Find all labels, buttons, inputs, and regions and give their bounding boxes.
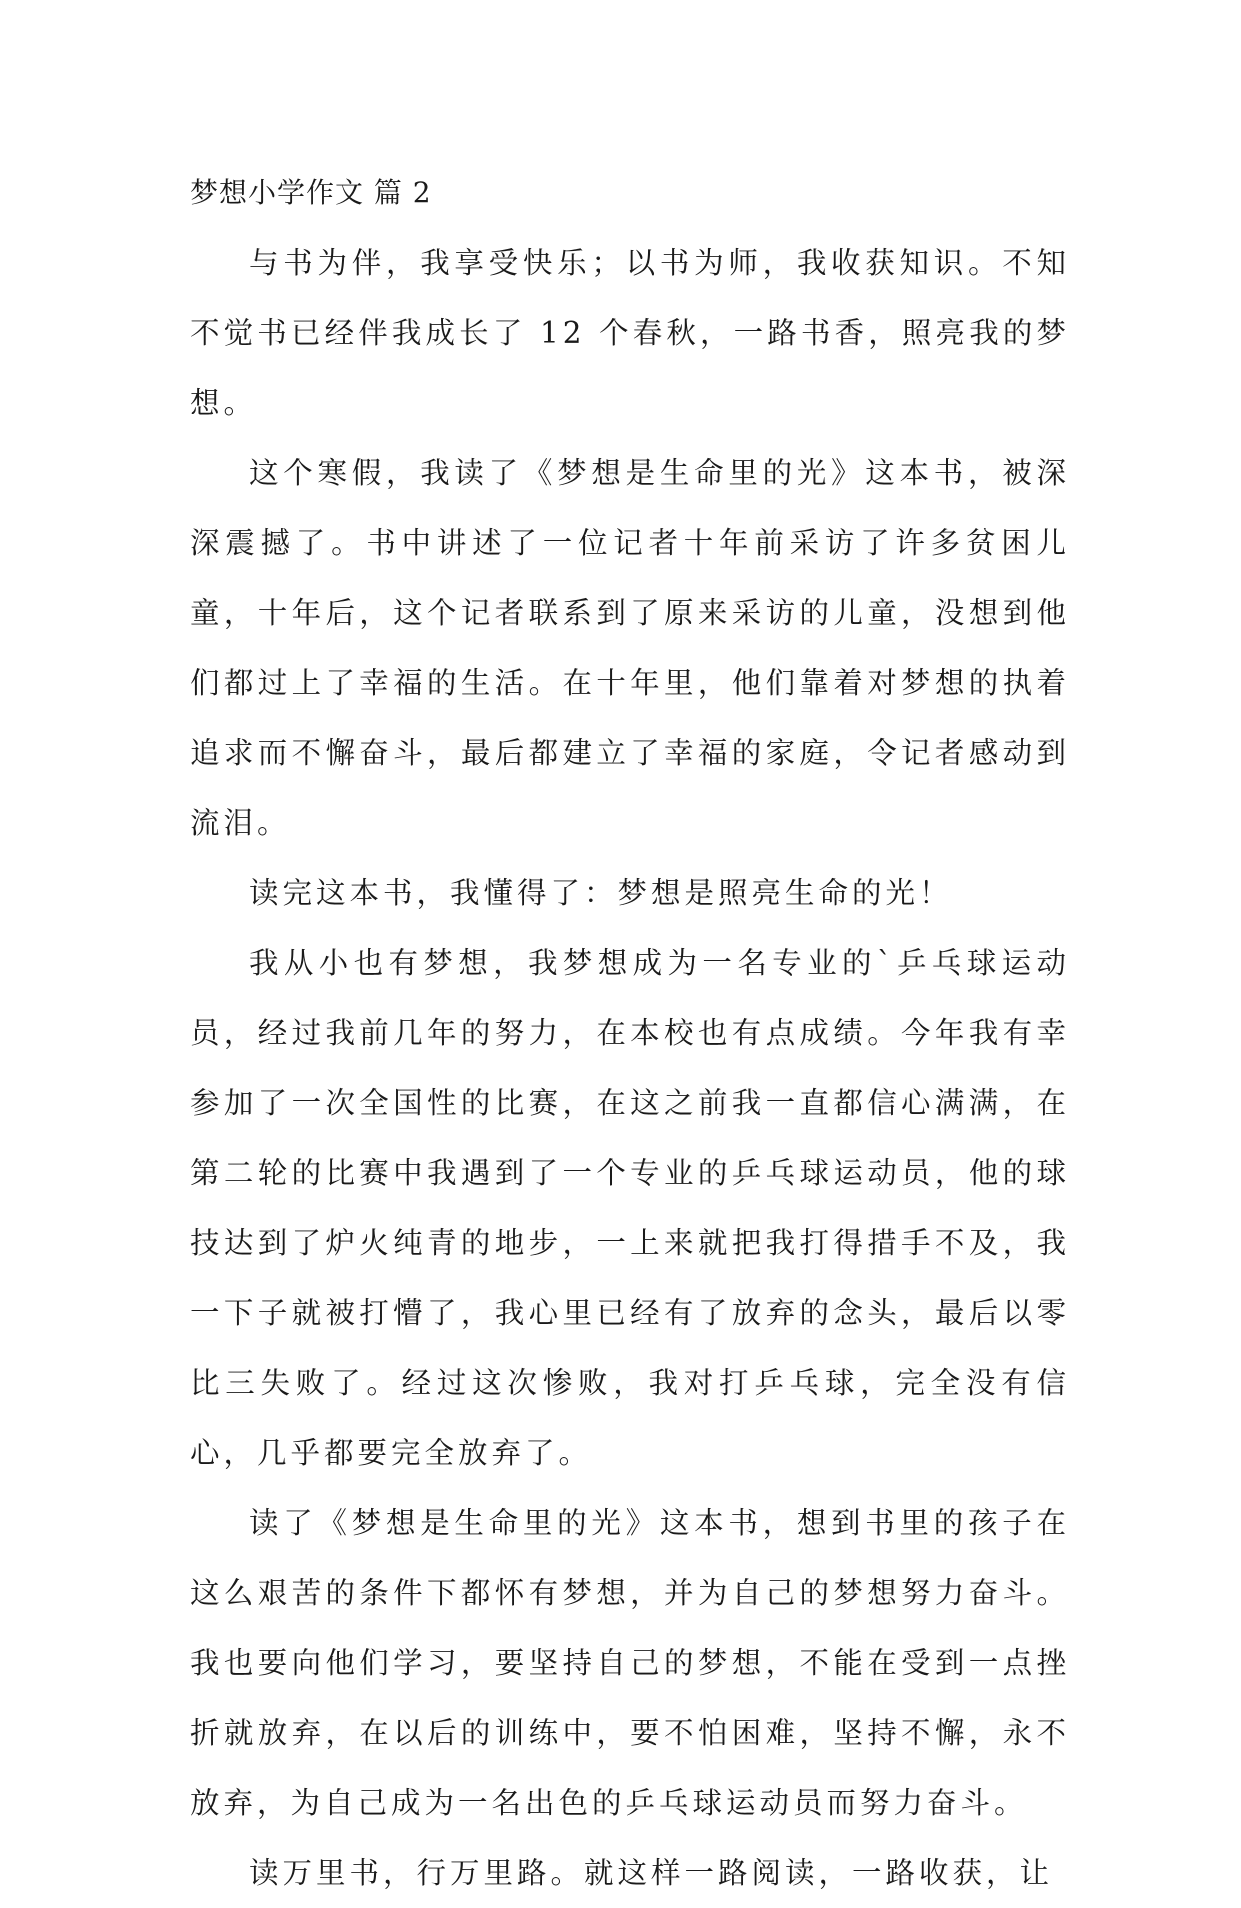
paragraph-2: 这个寒假，我读了《梦想是生命里的光》这本书，被深深震撼了。书中讲述了一位记者十年前采访了许多贫困儿童，十年后，这个记者联系到了原来采访的儿童，没想到他们都过上了幸福的生活。在十年里，他们靠着对梦想的执着追求而不懈奋斗，最后都建立了幸福的家庭，令记者感动到流泪。 xyxy=(190,456,1070,840)
paragraph-6: 读万里书，行万里路。就这样一路阅读，一路收获，让 xyxy=(249,1856,1054,1890)
document-body xyxy=(190,158,1070,1908)
paragraph-3: 读完这本书，我懂得了：梦想是照亮生命的光！ xyxy=(249,876,953,910)
paragraph-5: 读了《梦想是生命里的光》这本书，想到书里的孩子在这么艰苦的条件下都怀有梦想，并为自己的梦想努力奋斗。我也要向他们学习，要坚持自己的梦想，不能在受到一点挫折就放弃，在以后的训练中，要不怕困难，坚持不懈，永不放弃，为自己成为一名出色的乒乓球运动员而努力奋斗。 xyxy=(190,1506,1070,1820)
paragraph-4: 我从小也有梦想，我梦想成为一名专业的`乒乓球运动员，经过我前几年的努力，在本校也有点成绩。今年我有幸参加了一次全国性的比赛，在这之前我一直都信心满满，在第二轮的比赛中我遇到了一个专业的乒乓球运动员，他的球技达到了炉火纯青的地步，一上来就把我打得措手不及，我一下子就被打懵了，我心里已经有了放弃的念头，最后以零比三失败了。经过这次惨败，我对打乒乓球，完全没有信心，几乎都要完全放弃了。 xyxy=(190,946,1070,1470)
document-title: 梦想小学作文 篇 2 xyxy=(190,176,432,209)
paragraph-1: 与书为伴，我享受快乐；以书为师，我收获知识。不知不觉书已经伴我成长了 12 个春秋，一路书香，照亮我的梦想。 xyxy=(190,246,1070,420)
